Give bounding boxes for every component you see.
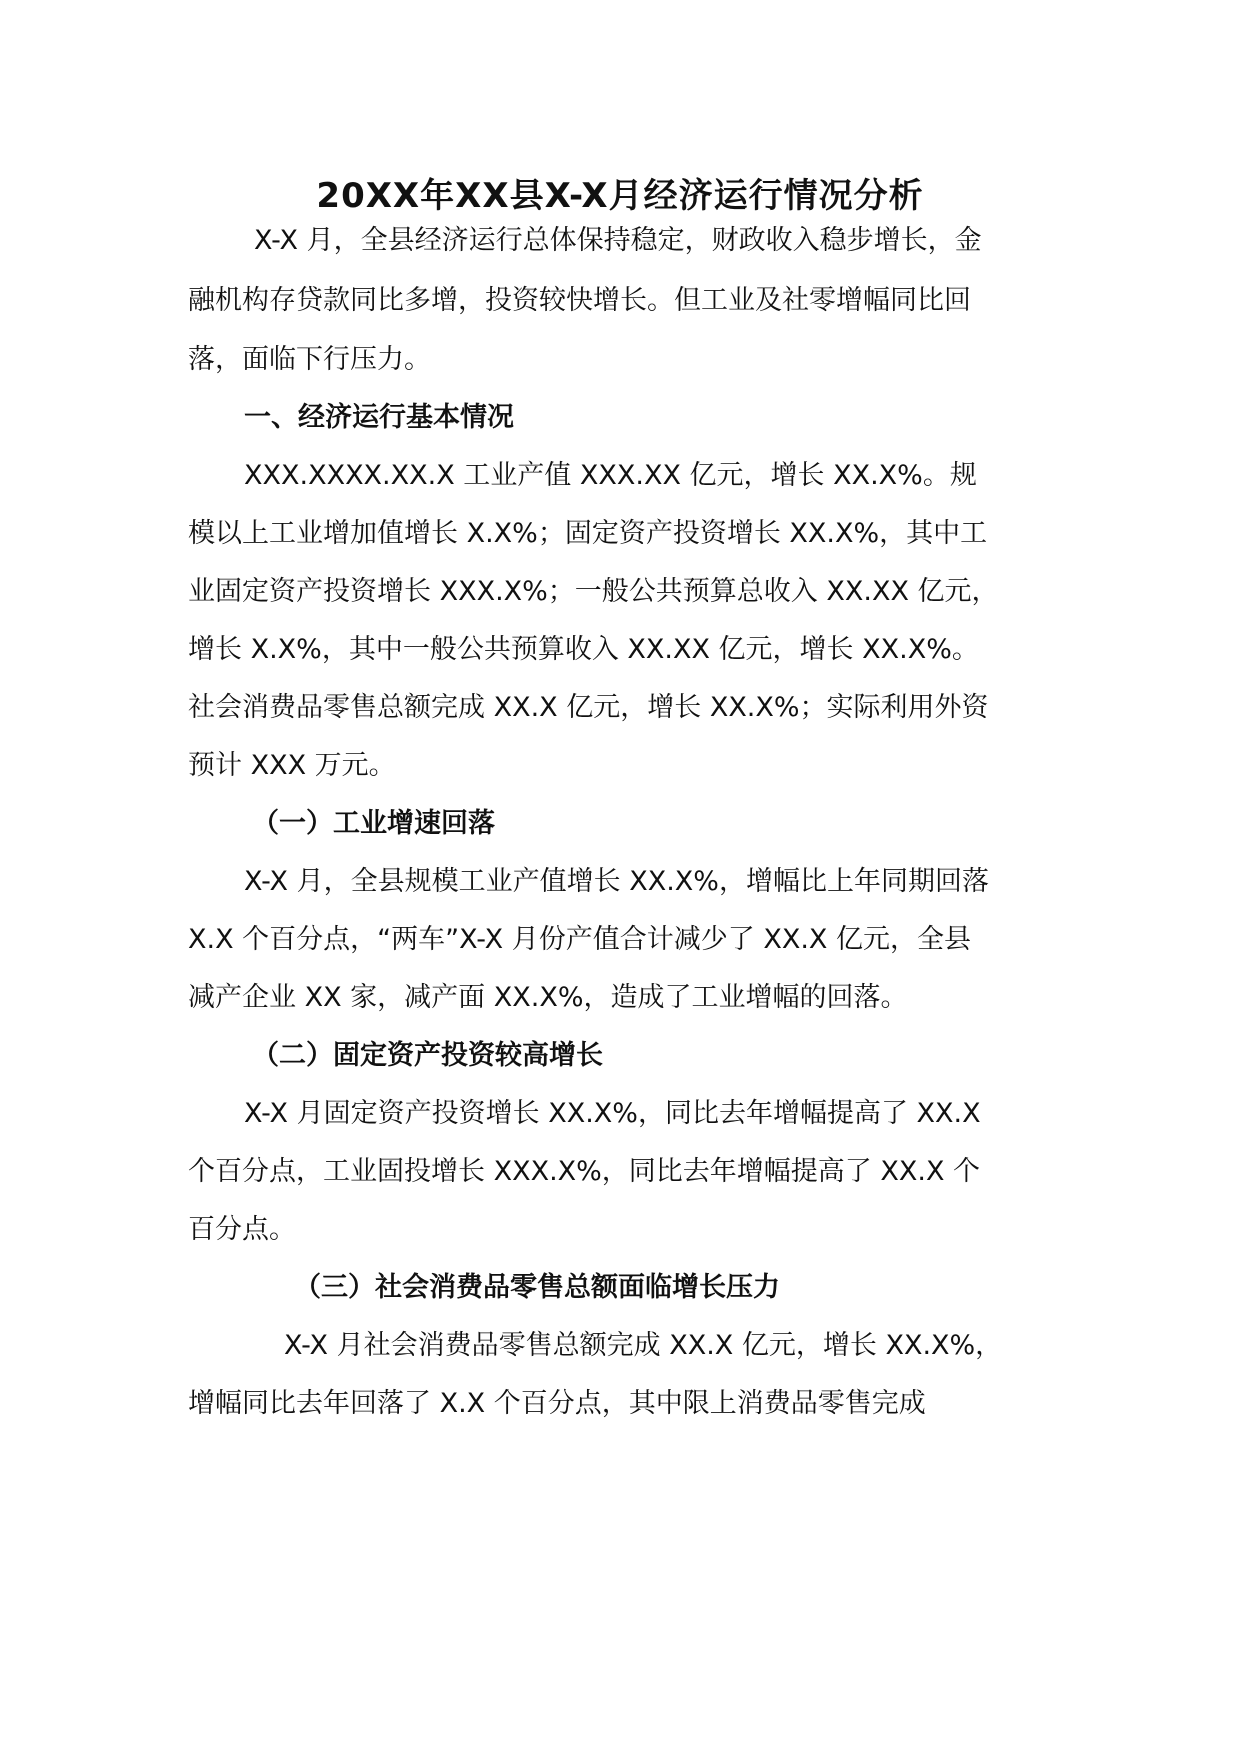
subsection2-line-1: X-X 月固定资产投资增长 XX.X%，同比去年增幅提高了 XX.X: [244, 1098, 981, 1129]
document-title: 20XX年XX县X-X月经济运行情况分析: [316, 176, 924, 216]
section1-line-5: 社会消费品零售总额完成 XX.X 亿元，增长 XX.X%；实际利用外资: [188, 692, 989, 723]
intro-line-3: 落，面临下行压力。: [188, 344, 431, 375]
section1-line-4: 增长 X.X%，其中一般公共预算收入 XX.XX 亿元，增长 XX.X%。: [188, 634, 979, 665]
subsection2-line-3: 百分点。: [188, 1214, 296, 1245]
subsection1-line-1: X-X 月，全县规模工业产值增长 XX.X%，增幅比上年同期回落: [244, 866, 989, 897]
subsection1-line-2: X.X 个百分点，“两车”X-X 月份产值合计减少了 XX.X 亿元，全县: [188, 924, 971, 955]
section1-line-6: 预计 XXX 万元。: [188, 750, 396, 781]
subsection-heading-retail: （三）社会消费品零售总额面临增长压力: [294, 1272, 780, 1303]
intro-line-2: 融机构存贷款同比多增，投资较快增长。但工业及社零增幅同比回: [188, 285, 971, 316]
subsection-heading-investment: （二）固定资产投资较高增长: [252, 1040, 603, 1071]
intro-line-1: X-X 月，全县经济运行总体保持稳定，财政收入稳步增长，金: [254, 225, 982, 256]
section1-line-1: XXX.XXXX.XX.X 工业产值 XXX.XX 亿元，增长 XX.X%。规: [244, 460, 977, 491]
subsection2-line-2: 个百分点，工业固投增长 XXX.X%，同比去年增幅提高了 XX.X 个: [188, 1156, 981, 1187]
subsection3-line-2: 增幅同比去年回落了 X.X 个百分点，其中限上消费品零售完成: [188, 1388, 926, 1419]
subsection3-line-1: X-X 月社会消费品零售总额完成 XX.X 亿元，增长 XX.X%，: [284, 1330, 1003, 1361]
section1-line-2: 模以上工业增加值增长 X.X%；固定资产投资增长 XX.X%，其中工: [188, 518, 988, 549]
section1-line-3: 业固定资产投资增长 XXX.X%；一般公共预算总收入 XX.XX 亿元，: [188, 576, 999, 607]
subsection-heading-industry: （一）工业增速回落: [252, 808, 495, 839]
section-heading-basic-situation: 一、经济运行基本情况: [244, 402, 514, 433]
subsection1-line-3: 减产企业 XX 家，减产面 XX.X%，造成了工业增幅的回落。: [188, 982, 908, 1013]
